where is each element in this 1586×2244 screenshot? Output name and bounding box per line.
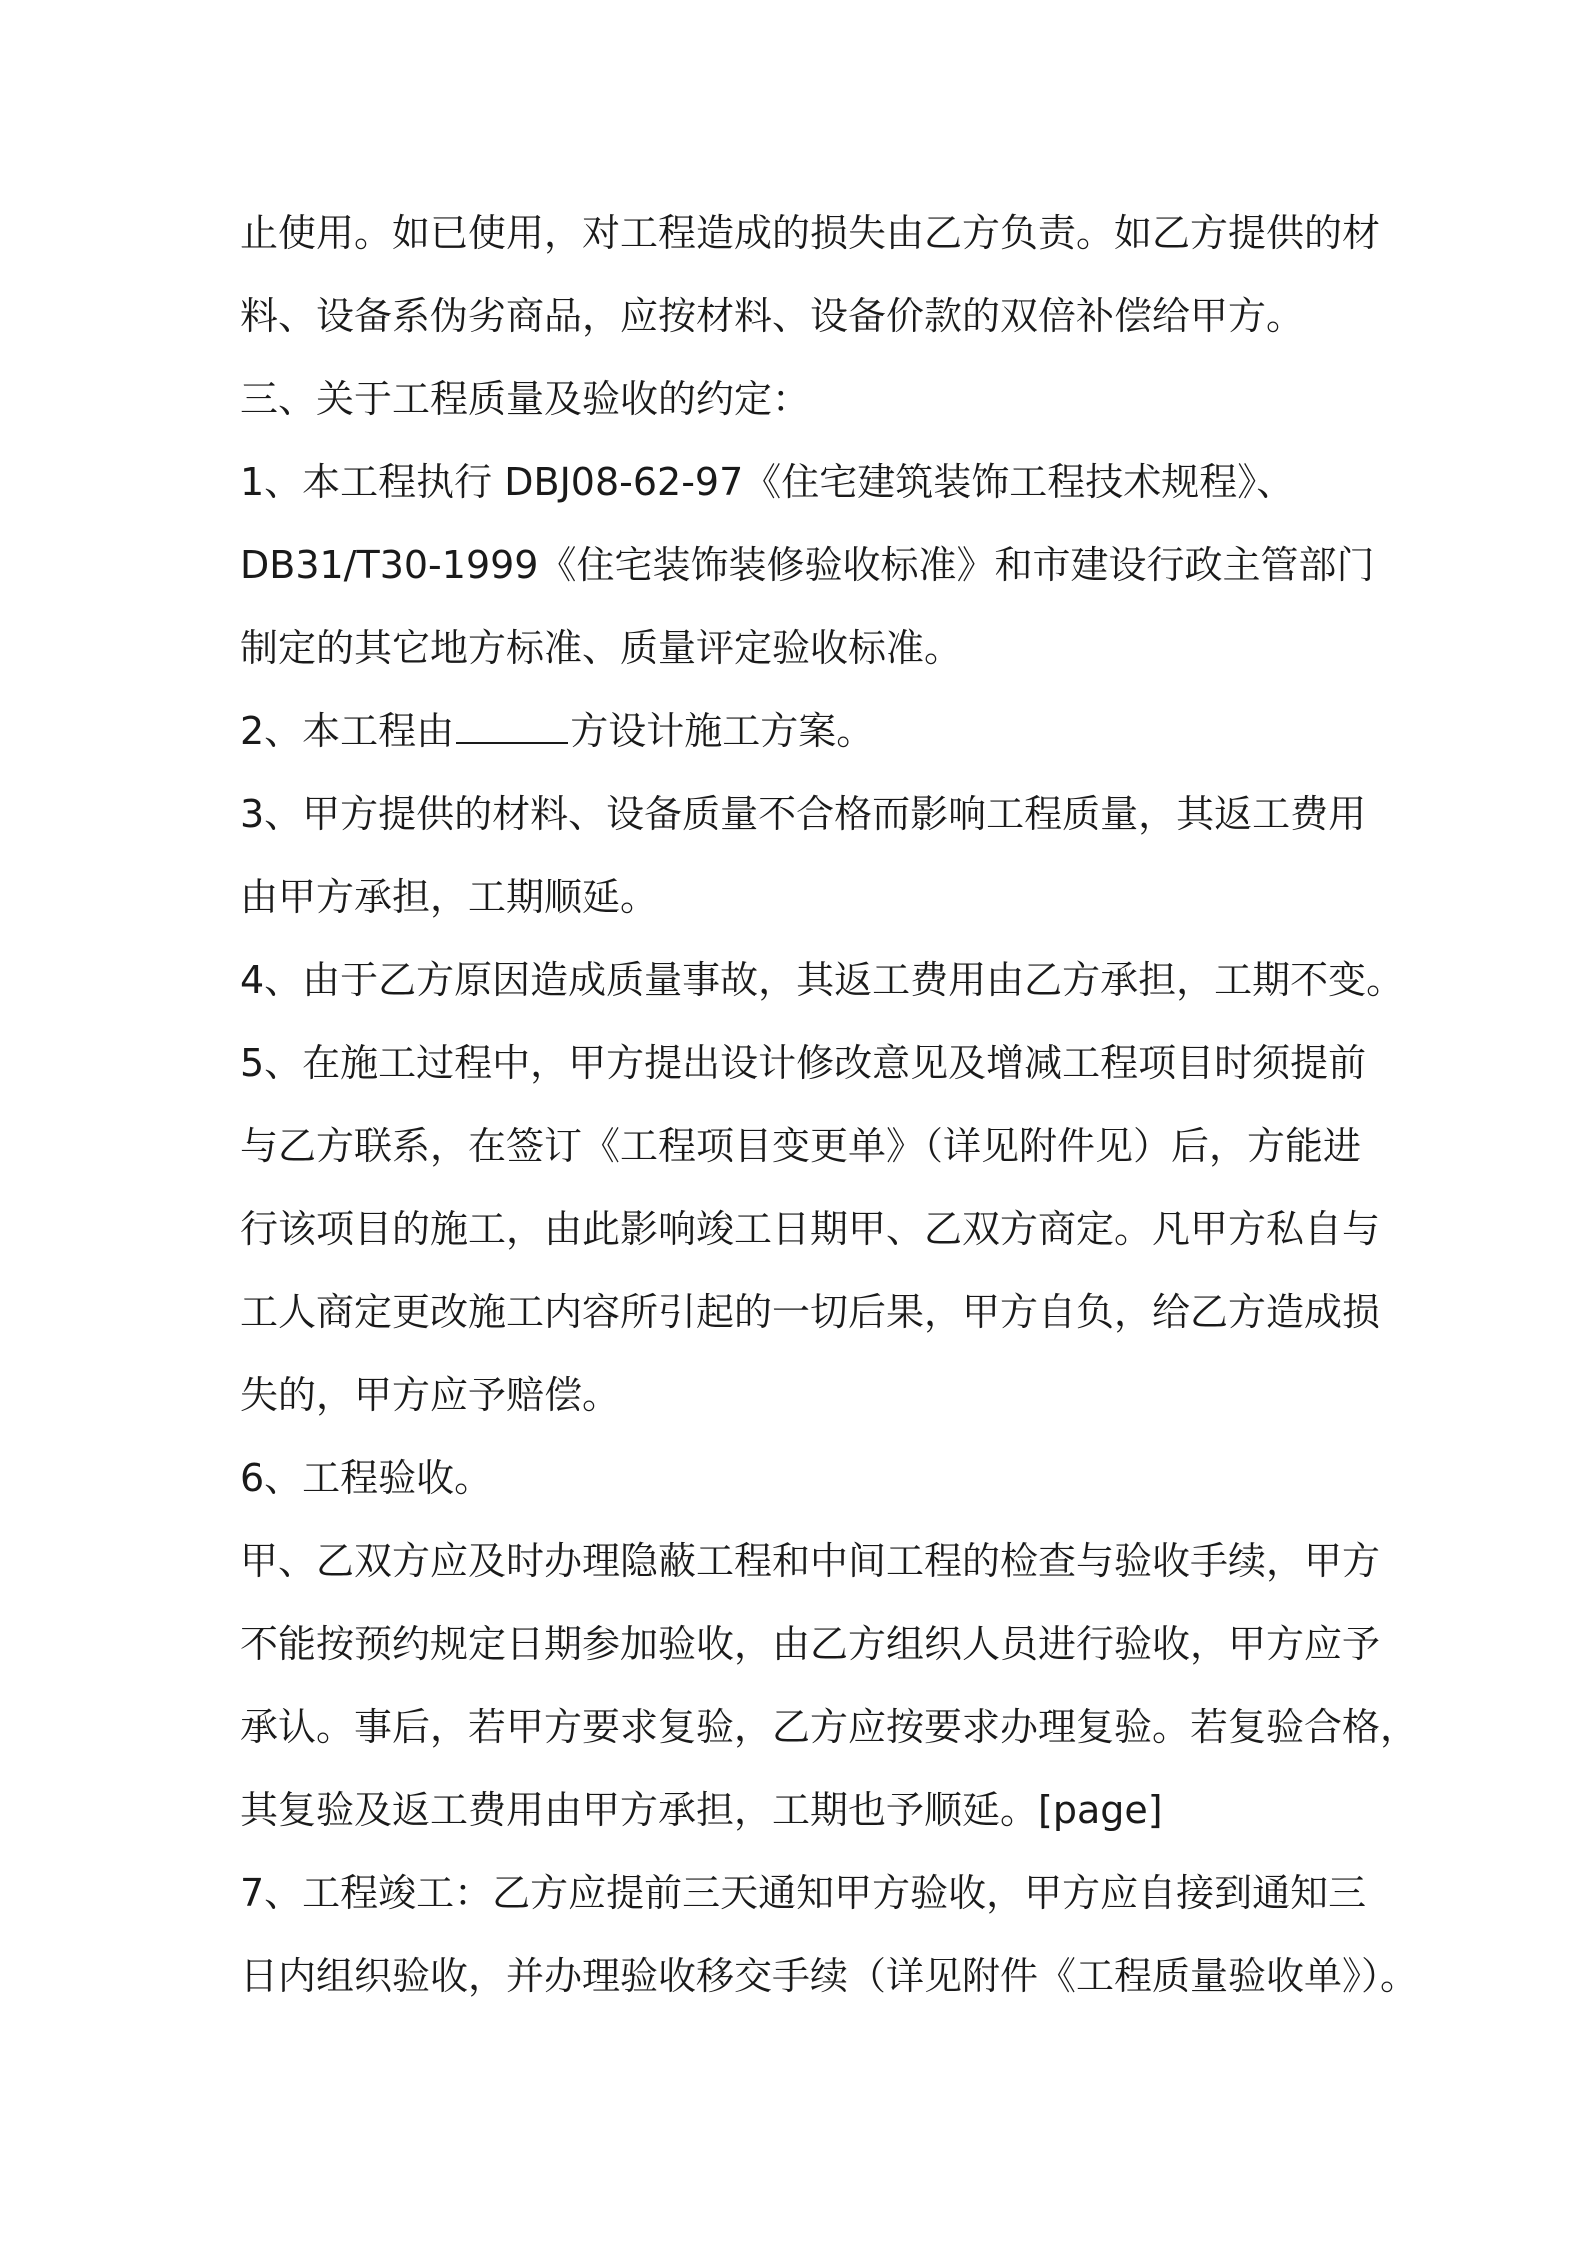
fill-in-blank xyxy=(456,706,568,744)
line-suffix: 方设计施工方案。 xyxy=(570,709,875,753)
text-line: 6、工程验收。 xyxy=(240,1456,493,1500)
text-line: 与乙方联系，在签订《工程项目变更单》（详见附件见）后，方能进 xyxy=(240,1124,1362,1168)
text-line: 失的，甲方应予赔偿。 xyxy=(240,1373,621,1417)
section-heading: 三、关于工程质量及验收的约定： xyxy=(240,377,811,421)
text-line: 其复验及返工费用由甲方承担，工期也予顺延。[page] xyxy=(240,1788,1163,1832)
text-line: DB31/T30-1999《住宅装饰装修验收标准》和市建设行政主管部门 xyxy=(240,543,1375,587)
text-line: 7、工程竣工：乙方应提前三天通知甲方验收，甲方应自接到通知三 xyxy=(240,1871,1367,1915)
text-line: 不能按预约规定日期参加验收，由乙方组织人员进行验收，甲方应予 xyxy=(240,1622,1381,1666)
text-line: 甲、乙双方应及时办理隐蔽工程和中间工程的检查与验收手续，甲方 xyxy=(240,1539,1381,1583)
text-line: 工人商定更改施工内容所引起的一切后果，甲方自负，给乙方造成损 xyxy=(240,1290,1381,1334)
text-line: 料、设备系伪劣商品，应按材料、设备价款的双倍补偿给甲方。 xyxy=(240,294,1305,338)
text-line: 制定的其它地方标准、质量评定验收标准。 xyxy=(240,626,963,670)
text-line: 4、由于乙方原因造成质量事故，其返工费用由乙方承担，工期不变。 xyxy=(240,958,1405,1002)
line-prefix: 2、本工程由 xyxy=(240,709,455,753)
text-line: 3、甲方提供的材料、设备质量不合格而影响工程质量，其返工费用 xyxy=(240,792,1367,836)
text-line: 止使用。如已使用，对工程造成的损失由乙方负责。如乙方提供的材 xyxy=(240,211,1381,255)
text-line-with-blank xyxy=(240,690,1360,773)
text-line: 日内组织验收，并办理验收移交手续（详见附件《工程质量验收单》）。 xyxy=(240,1954,1419,1998)
text-line: 行该项目的施工，由此影响竣工日期甲、乙双方商定。凡甲方私自与 xyxy=(240,1207,1381,1251)
text-line: 由甲方承担，工期顺延。 xyxy=(240,875,659,919)
document-body xyxy=(240,192,1419,2018)
text-line: 1、本工程执行 DBJ08-62-97《住宅建筑装饰工程技术规程》、 xyxy=(240,460,1295,504)
text-line: 5、在施工过程中，甲方提出设计修改意见及增减工程项目时须提前 xyxy=(240,1041,1367,1085)
text-line: 承认。事后，若甲方要求复验，乙方应按要求办理复验。若复验合格， xyxy=(240,1705,1419,1749)
